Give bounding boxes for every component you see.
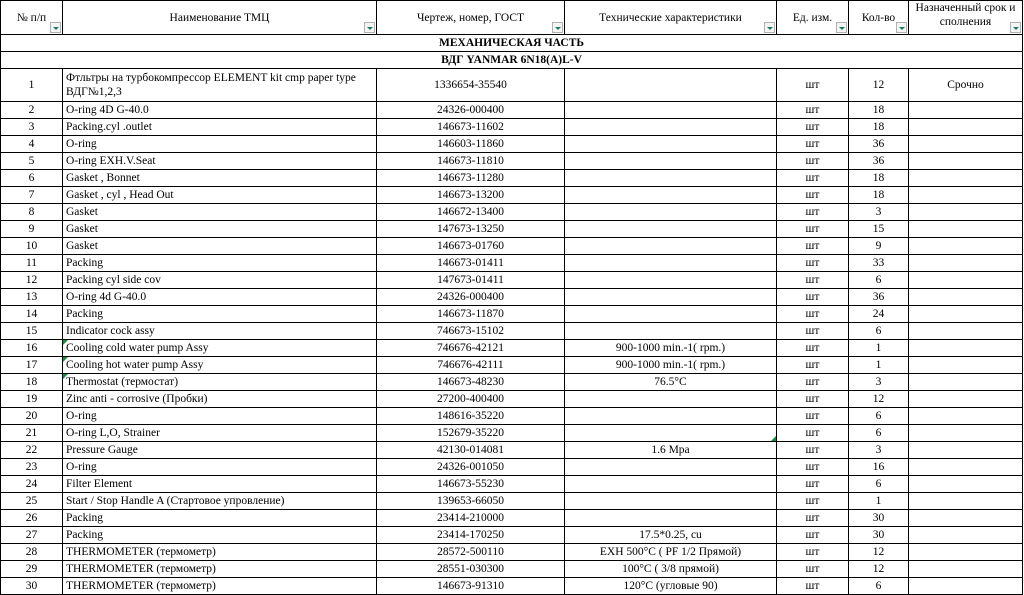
table-row bbox=[1, 306, 1023, 323]
cell-unit[interactable]: шт bbox=[777, 357, 849, 374]
cell-drawing[interactable]: 24326-001050 bbox=[377, 459, 565, 476]
cell-qty[interactable]: 6 bbox=[849, 323, 909, 340]
cell-drawing[interactable]: 146673-91310 bbox=[377, 578, 565, 595]
cell-qty[interactable]: 6 bbox=[849, 272, 909, 289]
cell-term[interactable] bbox=[909, 476, 1023, 493]
table-row bbox=[1, 476, 1023, 493]
cell-spec[interactable] bbox=[565, 221, 777, 238]
cell-name[interactable]: THERMOMETER (термометр) bbox=[63, 578, 377, 595]
table-row bbox=[1, 493, 1023, 510]
cell-qty[interactable]: 12 bbox=[849, 561, 909, 578]
table-row bbox=[1, 136, 1023, 153]
cell-qty[interactable]: 30 bbox=[849, 510, 909, 527]
table-row bbox=[1, 69, 1023, 102]
cell-unit[interactable]: шт bbox=[777, 391, 849, 408]
cell-term[interactable] bbox=[909, 425, 1023, 442]
cell-name[interactable]: O-ring 4D G-40.0 bbox=[63, 102, 377, 119]
table-row bbox=[1, 272, 1023, 289]
cell-term[interactable] bbox=[909, 323, 1023, 340]
cell-name[interactable]: Packing bbox=[63, 510, 377, 527]
cell-drawing[interactable]: 746676-42111 bbox=[377, 357, 565, 374]
cell-spec[interactable] bbox=[565, 170, 777, 187]
cell-number[interactable]: 2 bbox=[1, 102, 63, 119]
cell-term[interactable] bbox=[909, 578, 1023, 595]
cell-spec[interactable]: 100°С ( 3/8 прямой) bbox=[565, 561, 777, 578]
filter-dropdown-icon[interactable] bbox=[1010, 22, 1021, 33]
cell-drawing[interactable]: 146673-11810 bbox=[377, 153, 565, 170]
cell-unit[interactable]: шт bbox=[777, 204, 849, 221]
section-title[interactable]: МЕХАНИЧЕСКАЯ ЧАСТЬ bbox=[1, 35, 1023, 52]
cell-drawing[interactable]: 146673-11870 bbox=[377, 306, 565, 323]
cell-qty[interactable]: 3 bbox=[849, 374, 909, 391]
cell-spec[interactable] bbox=[565, 459, 777, 476]
cell-unit[interactable]: шт bbox=[777, 374, 849, 391]
table-row bbox=[1, 323, 1023, 340]
table-row bbox=[1, 221, 1023, 238]
cell-term[interactable] bbox=[909, 119, 1023, 136]
cell-drawing[interactable]: 147673-01411 bbox=[377, 272, 565, 289]
filter-dropdown-icon[interactable] bbox=[552, 22, 563, 33]
cell-number[interactable]: 9 bbox=[1, 221, 63, 238]
cell-unit[interactable]: шт bbox=[777, 578, 849, 595]
cell-qty[interactable]: 6 bbox=[849, 408, 909, 425]
cell-term[interactable] bbox=[909, 408, 1023, 425]
cell-drawing[interactable]: 152679-35220 bbox=[377, 425, 565, 442]
cell-unit[interactable]: шт bbox=[777, 408, 849, 425]
cell-drawing[interactable]: 1336654-35540 bbox=[377, 69, 565, 102]
cell-term[interactable] bbox=[909, 357, 1023, 374]
cell-number[interactable]: 4 bbox=[1, 136, 63, 153]
cell-drawing[interactable]: 28551-030300 bbox=[377, 561, 565, 578]
filter-dropdown-icon[interactable] bbox=[364, 22, 375, 33]
cell-number[interactable]: 5 bbox=[1, 153, 63, 170]
cell-unit[interactable]: шт bbox=[777, 69, 849, 102]
cell-spec[interactable] bbox=[565, 187, 777, 204]
cell-term[interactable] bbox=[909, 459, 1023, 476]
cell-number[interactable]: 12 bbox=[1, 272, 63, 289]
cell-number[interactable]: 27 bbox=[1, 527, 63, 544]
cell-spec[interactable] bbox=[565, 289, 777, 306]
filter-dropdown-icon[interactable] bbox=[764, 22, 775, 33]
cell-drawing[interactable]: 148616-35220 bbox=[377, 408, 565, 425]
cell-spec[interactable]: 900-1000 min.-1( rpm.) bbox=[565, 357, 777, 374]
cell-unit[interactable]: шт bbox=[777, 187, 849, 204]
cell-number[interactable]: 16 bbox=[1, 340, 63, 357]
cell-drawing[interactable]: 746673-15102 bbox=[377, 323, 565, 340]
cell-drawing[interactable]: 146673-13200 bbox=[377, 187, 565, 204]
cell-qty[interactable]: 30 bbox=[849, 527, 909, 544]
cell-name[interactable]: Gasket bbox=[63, 221, 377, 238]
cell-number[interactable]: 24 bbox=[1, 476, 63, 493]
cell-number[interactable]: 15 bbox=[1, 323, 63, 340]
cell-unit[interactable]: шт bbox=[777, 170, 849, 187]
cell-name[interactable]: O-ring bbox=[63, 459, 377, 476]
cell-qty[interactable]: 3 bbox=[849, 204, 909, 221]
cell-term[interactable] bbox=[909, 153, 1023, 170]
cell-qty[interactable]: 18 bbox=[849, 170, 909, 187]
col-header-name[interactable]: Наименование ТМЦ bbox=[63, 1, 377, 35]
cell-name[interactable]: Pressure Gauge bbox=[63, 442, 377, 459]
cell-spec[interactable]: 900-1000 min.-1( rpm.) bbox=[565, 340, 777, 357]
cell-unit[interactable]: шт bbox=[777, 102, 849, 119]
table-row bbox=[1, 102, 1023, 119]
cell-name[interactable]: O-ring bbox=[63, 408, 377, 425]
cell-qty[interactable]: 6 bbox=[849, 425, 909, 442]
table-row bbox=[1, 340, 1023, 357]
cell-spec[interactable] bbox=[565, 204, 777, 221]
cell-unit[interactable]: шт bbox=[777, 221, 849, 238]
cell-qty[interactable]: 12 bbox=[849, 69, 909, 102]
table-row bbox=[1, 289, 1023, 306]
cell-drawing[interactable]: 27200-400400 bbox=[377, 391, 565, 408]
cell-number[interactable]: 13 bbox=[1, 289, 63, 306]
cell-number[interactable]: 11 bbox=[1, 255, 63, 272]
table-row bbox=[1, 442, 1023, 459]
cell-spec[interactable] bbox=[565, 391, 777, 408]
cell-number[interactable]: 20 bbox=[1, 408, 63, 425]
section-row bbox=[1, 52, 1023, 69]
cell-qty[interactable]: 6 bbox=[849, 578, 909, 595]
col-header-number[interactable]: № п/п bbox=[1, 1, 63, 35]
table-row bbox=[1, 357, 1023, 374]
cell-name[interactable]: Фтльтры на турбокомпрессор ELEMENT kit cmp paper type ВДГ№1,2,3 bbox=[63, 69, 377, 102]
cell-name[interactable]: Gasket , Bonnet bbox=[63, 170, 377, 187]
cell-name[interactable]: Cooling hot water pump Assy bbox=[63, 357, 377, 374]
cell-unit[interactable]: шт bbox=[777, 272, 849, 289]
cell-name[interactable]: THERMOMETER (термометр) bbox=[63, 544, 377, 561]
cell-qty[interactable]: 36 bbox=[849, 289, 909, 306]
cell-spec[interactable] bbox=[565, 153, 777, 170]
cell-unit[interactable]: шт bbox=[777, 510, 849, 527]
cell-qty[interactable]: 18 bbox=[849, 102, 909, 119]
cell-unit[interactable]: шт bbox=[777, 442, 849, 459]
cell-spec[interactable] bbox=[565, 69, 777, 102]
cell-drawing[interactable]: 146673-11602 bbox=[377, 119, 565, 136]
cell-unit[interactable]: шт bbox=[777, 425, 849, 442]
table-row bbox=[1, 153, 1023, 170]
cell-name[interactable]: O-ring EXH.V.Seat bbox=[63, 153, 377, 170]
cell-name[interactable]: Packing bbox=[63, 527, 377, 544]
cell-number[interactable]: 30 bbox=[1, 578, 63, 595]
cell-number[interactable]: 17 bbox=[1, 357, 63, 374]
cell-spec[interactable]: 17.5*0.25, cu bbox=[565, 527, 777, 544]
cell-spec[interactable] bbox=[565, 238, 777, 255]
col-header-qty[interactable]: Кол-во bbox=[849, 1, 909, 35]
cell-term[interactable] bbox=[909, 493, 1023, 510]
cell-drawing[interactable]: 146673-11280 bbox=[377, 170, 565, 187]
cell-spec[interactable] bbox=[565, 119, 777, 136]
cell-name[interactable]: Filter Element bbox=[63, 476, 377, 493]
cell-number[interactable]: 6 bbox=[1, 170, 63, 187]
cell-spec[interactable] bbox=[565, 255, 777, 272]
cell-name[interactable]: Thermostat (термостат) bbox=[63, 374, 377, 391]
cell-spec[interactable] bbox=[565, 493, 777, 510]
col-header-drawing[interactable]: Чертеж, номер, ГОСТ bbox=[377, 1, 565, 35]
cell-name[interactable]: O-ring 4d G-40.0 bbox=[63, 289, 377, 306]
cell-term[interactable] bbox=[909, 561, 1023, 578]
cell-unit[interactable]: шт bbox=[777, 527, 849, 544]
cell-term[interactable] bbox=[909, 102, 1023, 119]
cell-drawing[interactable]: 23414-210000 bbox=[377, 510, 565, 527]
cell-qty[interactable]: 1 bbox=[849, 493, 909, 510]
cell-number[interactable]: 1 bbox=[1, 69, 63, 102]
cell-unit[interactable]: шт bbox=[777, 153, 849, 170]
cell-name[interactable]: Gasket bbox=[63, 204, 377, 221]
cell-term[interactable] bbox=[909, 238, 1023, 255]
cell-term[interactable] bbox=[909, 391, 1023, 408]
cell-qty[interactable]: 6 bbox=[849, 476, 909, 493]
cell-unit[interactable]: шт bbox=[777, 476, 849, 493]
cell-unit[interactable]: шт bbox=[777, 561, 849, 578]
cell-term[interactable] bbox=[909, 374, 1023, 391]
cell-qty[interactable]: 1 bbox=[849, 340, 909, 357]
cell-number[interactable]: 26 bbox=[1, 510, 63, 527]
cell-drawing[interactable]: 146673-55230 bbox=[377, 476, 565, 493]
table-row bbox=[1, 255, 1023, 272]
cell-name[interactable]: Cooling cold water pump Assy bbox=[63, 340, 377, 357]
cell-drawing[interactable]: 147673-13250 bbox=[377, 221, 565, 238]
cell-qty[interactable]: 1 bbox=[849, 357, 909, 374]
cell-unit[interactable]: шт bbox=[777, 340, 849, 357]
cell-name[interactable]: O-ring bbox=[63, 136, 377, 153]
cell-qty[interactable]: 12 bbox=[849, 391, 909, 408]
cell-unit[interactable]: шт bbox=[777, 289, 849, 306]
cell-spec[interactable]: 1.6 Mpa bbox=[565, 442, 777, 459]
cell-spec[interactable] bbox=[565, 102, 777, 119]
cell-term[interactable] bbox=[909, 544, 1023, 561]
cell-unit[interactable]: шт bbox=[777, 238, 849, 255]
cell-unit[interactable]: шт bbox=[777, 459, 849, 476]
cell-spec[interactable] bbox=[565, 323, 777, 340]
cell-term[interactable] bbox=[909, 170, 1023, 187]
col-header-spec[interactable]: Технические характеристики bbox=[565, 1, 777, 35]
cell-spec[interactable] bbox=[565, 425, 777, 442]
cell-name[interactable]: Packing cyl side cov bbox=[63, 272, 377, 289]
cell-spec[interactable]: EXH 500°С ( PF 1/2 Прямой) bbox=[565, 544, 777, 561]
cell-term[interactable] bbox=[909, 221, 1023, 238]
section-row bbox=[1, 35, 1023, 52]
table-row bbox=[1, 391, 1023, 408]
cell-unit[interactable]: шт bbox=[777, 255, 849, 272]
col-header-term[interactable]: Назначенный срок и сполнения bbox=[909, 1, 1023, 35]
cell-term[interactable] bbox=[909, 289, 1023, 306]
cell-spec[interactable]: 120°С (угловые 90) bbox=[565, 578, 777, 595]
cell-unit[interactable]: шт bbox=[777, 119, 849, 136]
cell-spec[interactable] bbox=[565, 136, 777, 153]
cell-qty[interactable]: 18 bbox=[849, 119, 909, 136]
cell-qty[interactable]: 15 bbox=[849, 221, 909, 238]
cell-number[interactable]: 7 bbox=[1, 187, 63, 204]
cell-qty[interactable]: 9 bbox=[849, 238, 909, 255]
cell-drawing[interactable]: 146672-13400 bbox=[377, 204, 565, 221]
cell-spec[interactable] bbox=[565, 306, 777, 323]
cell-number[interactable]: 23 bbox=[1, 459, 63, 476]
cell-spec[interactable] bbox=[565, 408, 777, 425]
cell-unit[interactable]: шт bbox=[777, 323, 849, 340]
table-row bbox=[1, 374, 1023, 391]
table-row bbox=[1, 204, 1023, 221]
cell-number[interactable]: 19 bbox=[1, 391, 63, 408]
cell-drawing[interactable]: 146673-48230 bbox=[377, 374, 565, 391]
cell-name[interactable]: Start / Stop Handle A (Стартовое упровление) bbox=[63, 493, 377, 510]
cell-term[interactable] bbox=[909, 510, 1023, 527]
cell-name[interactable]: Packing.cyl .outlet bbox=[63, 119, 377, 136]
table-row bbox=[1, 527, 1023, 544]
cell-term[interactable] bbox=[909, 187, 1023, 204]
cell-drawing[interactable]: 28572-500110 bbox=[377, 544, 565, 561]
cell-number[interactable]: 29 bbox=[1, 561, 63, 578]
cell-spec[interactable] bbox=[565, 272, 777, 289]
cell-number[interactable]: 3 bbox=[1, 119, 63, 136]
cell-drawing[interactable]: 746676-42121 bbox=[377, 340, 565, 357]
cell-unit[interactable]: шт bbox=[777, 544, 849, 561]
table-row bbox=[1, 187, 1023, 204]
cell-unit[interactable]: шт bbox=[777, 306, 849, 323]
table-row bbox=[1, 238, 1023, 255]
cell-name[interactable]: Gasket bbox=[63, 238, 377, 255]
table-row bbox=[1, 561, 1023, 578]
table-row bbox=[1, 510, 1023, 527]
cell-term[interactable]: Срочно bbox=[909, 69, 1023, 102]
cell-spec[interactable] bbox=[565, 476, 777, 493]
cell-drawing[interactable]: 146603-11860 bbox=[377, 136, 565, 153]
cell-name[interactable]: Packing bbox=[63, 306, 377, 323]
section-subtitle[interactable]: ВДГ YANMAR 6N18(A)L-V bbox=[1, 52, 1023, 69]
filter-dropdown-icon[interactable] bbox=[836, 22, 847, 33]
cell-term[interactable] bbox=[909, 340, 1023, 357]
cell-qty[interactable]: 33 bbox=[849, 255, 909, 272]
cell-term[interactable] bbox=[909, 204, 1023, 221]
cell-term[interactable] bbox=[909, 442, 1023, 459]
cell-name[interactable]: THERMOMETER (термометр) bbox=[63, 561, 377, 578]
cell-number[interactable]: 14 bbox=[1, 306, 63, 323]
cell-qty[interactable]: 12 bbox=[849, 544, 909, 561]
cell-qty[interactable]: 24 bbox=[849, 306, 909, 323]
cell-number[interactable]: 18 bbox=[1, 374, 63, 391]
cell-qty[interactable]: 36 bbox=[849, 136, 909, 153]
filter-dropdown-icon[interactable] bbox=[896, 22, 907, 33]
header-row bbox=[1, 1, 1023, 35]
cell-number[interactable]: 28 bbox=[1, 544, 63, 561]
cell-term[interactable] bbox=[909, 136, 1023, 153]
cell-qty[interactable]: 16 bbox=[849, 459, 909, 476]
cell-drawing[interactable]: 146673-01411 bbox=[377, 255, 565, 272]
cell-spec[interactable] bbox=[565, 510, 777, 527]
table-row bbox=[1, 170, 1023, 187]
cell-drawing[interactable]: 24326-000400 bbox=[377, 289, 565, 306]
cell-name[interactable]: Indicator cock assy bbox=[63, 323, 377, 340]
cell-drawing[interactable]: 42130-014081 bbox=[377, 442, 565, 459]
cell-unit[interactable]: шт bbox=[777, 493, 849, 510]
cell-drawing[interactable]: 23414-170250 bbox=[377, 527, 565, 544]
cell-term[interactable] bbox=[909, 306, 1023, 323]
table-row bbox=[1, 119, 1023, 136]
table-row bbox=[1, 544, 1023, 561]
cell-drawing[interactable]: 139653-66050 bbox=[377, 493, 565, 510]
table-row bbox=[1, 408, 1023, 425]
cell-qty[interactable]: 3 bbox=[849, 442, 909, 459]
cell-qty[interactable]: 18 bbox=[849, 187, 909, 204]
cell-number[interactable]: 25 bbox=[1, 493, 63, 510]
cell-term[interactable] bbox=[909, 255, 1023, 272]
cell-number[interactable]: 10 bbox=[1, 238, 63, 255]
cell-qty[interactable]: 36 bbox=[849, 153, 909, 170]
table-row bbox=[1, 578, 1023, 595]
cell-name[interactable]: O-ring L,O, Strainer bbox=[63, 425, 377, 442]
cell-drawing[interactable]: 24326-000400 bbox=[377, 102, 565, 119]
col-header-unit[interactable]: Ед. изм. bbox=[777, 1, 849, 35]
cell-drawing[interactable]: 146673-01760 bbox=[377, 238, 565, 255]
table-row bbox=[1, 425, 1023, 442]
cell-name[interactable]: Packing bbox=[63, 255, 377, 272]
cell-term[interactable] bbox=[909, 272, 1023, 289]
table-row bbox=[1, 459, 1023, 476]
cell-unit[interactable]: шт bbox=[777, 136, 849, 153]
cell-name[interactable]: Gasket , cyl , Head Out bbox=[63, 187, 377, 204]
cell-name[interactable]: Zinc anti - corrosive (Пробки) bbox=[63, 391, 377, 408]
cell-number[interactable]: 22 bbox=[1, 442, 63, 459]
filter-dropdown-icon[interactable] bbox=[50, 22, 61, 33]
cell-spec[interactable]: 76.5°С bbox=[565, 374, 777, 391]
cell-number[interactable]: 21 bbox=[1, 425, 63, 442]
cell-number[interactable]: 8 bbox=[1, 204, 63, 221]
cell-term[interactable] bbox=[909, 527, 1023, 544]
